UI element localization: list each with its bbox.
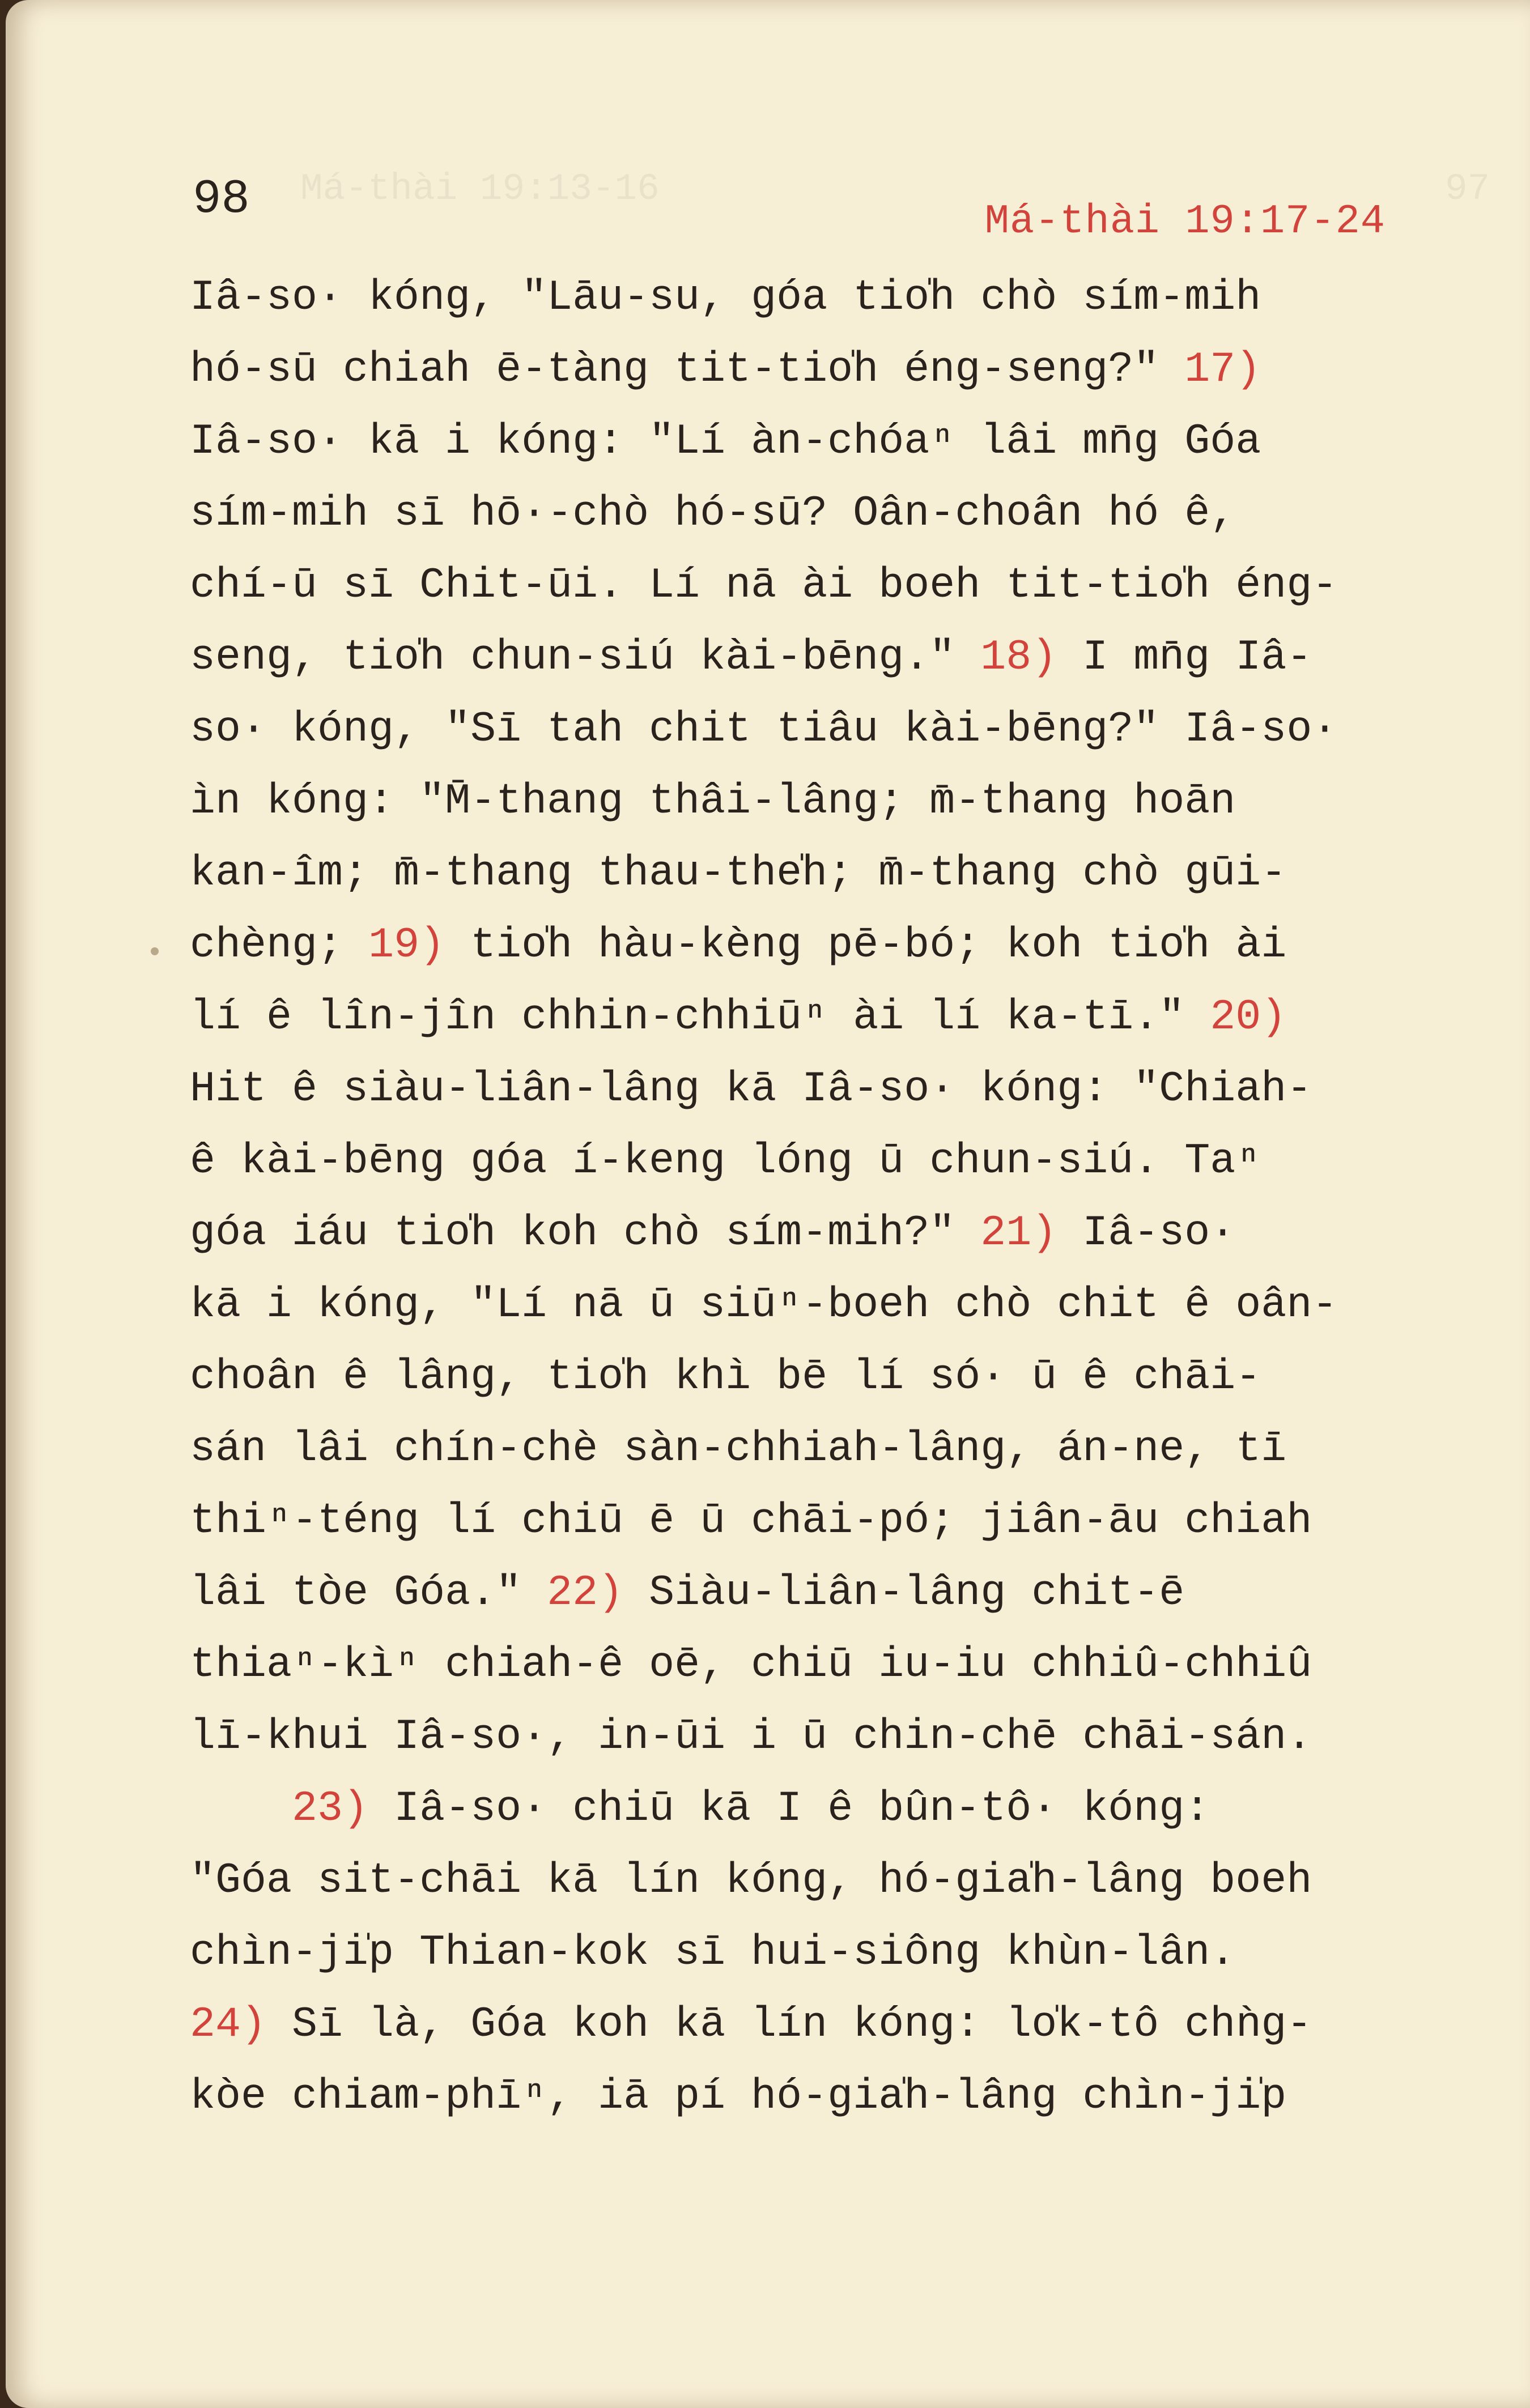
- line-text: Sī là, Góa koh kā lín kóng: lo̍k-tô chǹg-: [266, 2001, 1312, 2049]
- line-text: hó-sū chiah ē-tàng tit-tio̍h éng-seng?": [190, 346, 1185, 394]
- text-line: [190, 765, 1496, 837]
- body-text: [190, 262, 1496, 2133]
- text-line: [190, 622, 1496, 694]
- verse-number: 21): [980, 1209, 1057, 1257]
- verse-number: 23): [292, 1785, 369, 1833]
- line-text: thiaⁿ-kìⁿ chiah-ê oē, chiū iu-iu chhiû-chhiû: [190, 1641, 1312, 1689]
- book-page: [6, 0, 1530, 2408]
- line-text: [190, 1785, 292, 1833]
- line-text: "Góa sit-chāi kā lín kóng, hó-gia̍h-lâng boeh: [190, 1857, 1312, 1905]
- text-line: [190, 478, 1496, 550]
- text-line: [190, 1053, 1496, 1125]
- line-text: sím-mih sī hō·-chò hó-sū? Oân-choân hó ê,: [190, 490, 1236, 538]
- line-text: lī-khui Iâ-so·, in-ūi i ū chin-chē chāi-sán.: [190, 1713, 1312, 1761]
- text-line: [190, 1917, 1496, 1989]
- text-line: [190, 1557, 1496, 1629]
- line-text: Iâ-so· kā i kóng: "Lí àn-chóaⁿ lâi mn̄g Góa: [190, 418, 1261, 466]
- verse-number: 20): [1210, 993, 1287, 1041]
- verse-number: 19): [368, 921, 445, 969]
- text-line: [190, 1485, 1496, 1557]
- line-text: Siàu-liân-lâng chit-ē: [623, 1569, 1185, 1617]
- page-number: 98: [193, 173, 250, 227]
- text-line: [190, 262, 1496, 334]
- line-text: Hit ê siàu-liân-lâng kā Iâ-so· kóng: "Chiah-: [190, 1065, 1312, 1113]
- running-head: Má-thài 19:17-24: [984, 198, 1386, 245]
- text-line: [190, 1989, 1496, 2061]
- line-text: chèng;: [190, 921, 369, 969]
- line-text: chìn-ji̍p Thian-kok sī hui-siông khùn-lân.: [190, 1929, 1236, 1977]
- line-text: chí-ū sī Chit-ūi. Lí nā ài boeh tit-tio̍h éng-: [190, 561, 1338, 610]
- text-line: [190, 550, 1496, 622]
- text-line: [190, 1413, 1496, 1485]
- line-text: thiⁿ-téng lí chiū ē ū chāi-pó; jiân-āu chiah: [190, 1497, 1312, 1545]
- text-line: [190, 406, 1496, 478]
- line-text: Iâ-so· chiū kā I ê bûn-tô· kóng:: [368, 1785, 1210, 1833]
- text-line: [190, 1341, 1496, 1413]
- verse-number: 24): [190, 2001, 267, 2049]
- line-text: lí ê lîn-jîn chhin-chhiūⁿ ài lí ka-tī.": [190, 993, 1210, 1041]
- line-text: kòe chiam-phīⁿ, iā pí hó-gia̍h-lâng chìn-ji̍p: [190, 2073, 1287, 2121]
- text-line: [190, 694, 1496, 765]
- line-text: seng, tio̍h chun-siú kài-bēng.": [190, 633, 981, 682]
- text-line: [190, 909, 1496, 981]
- verse-number: 22): [547, 1569, 624, 1617]
- line-text: so· kóng, "Sī tah chit tiâu kài-bēng?" Iâ-so·: [190, 705, 1338, 754]
- verse-number: 17): [1184, 346, 1261, 394]
- text-line: [190, 1197, 1496, 1269]
- line-text: ìn kóng: "M̄-thang thâi-lâng; m̄-thang hoān: [190, 777, 1236, 826]
- line-text: ê kài-bēng góa í-keng lóng ū chun-siú. Taⁿ: [190, 1137, 1261, 1185]
- margin-speck: [151, 947, 159, 955]
- text-line: [190, 1125, 1496, 1197]
- line-text: I mn̄g Iâ-: [1057, 633, 1312, 682]
- text-line: [190, 837, 1496, 909]
- text-line: [190, 334, 1496, 406]
- line-text: Iâ-so· kóng, "Lāu-su, góa tio̍h chò sím-mih: [190, 274, 1261, 322]
- line-text: tio̍h hàu-kèng pē-bó; koh tio̍h ài: [445, 921, 1287, 969]
- line-text: góa iáu tio̍h koh chò sím-mih?": [190, 1209, 981, 1257]
- show-through-text: Má-thài 19:13-16 97: [300, 168, 1490, 210]
- line-text: lâi tòe Góa.": [190, 1569, 547, 1617]
- text-line: [190, 981, 1496, 1053]
- line-text: sán lâi chín-chè sàn-chhiah-lâng, án-ne, tī: [190, 1425, 1287, 1473]
- text-line: [190, 1845, 1496, 1917]
- text-line: [190, 1269, 1496, 1341]
- text-line: [190, 2061, 1496, 2133]
- line-text: choân ê lâng, tio̍h khì bē lí só· ū ê chāi-: [190, 1353, 1261, 1401]
- text-line: [190, 1773, 1496, 1845]
- verse-number: 18): [980, 633, 1057, 682]
- text-line: [190, 1701, 1496, 1773]
- text-line: [190, 1629, 1496, 1701]
- line-text: kā i kóng, "Lí nā ū siūⁿ-boeh chò chit ê oân-: [190, 1281, 1338, 1329]
- line-text: kan-îm; m̄-thang thau-the̍h; m̄-thang chò gūi-: [190, 849, 1287, 897]
- line-text: Iâ-so·: [1057, 1209, 1236, 1257]
